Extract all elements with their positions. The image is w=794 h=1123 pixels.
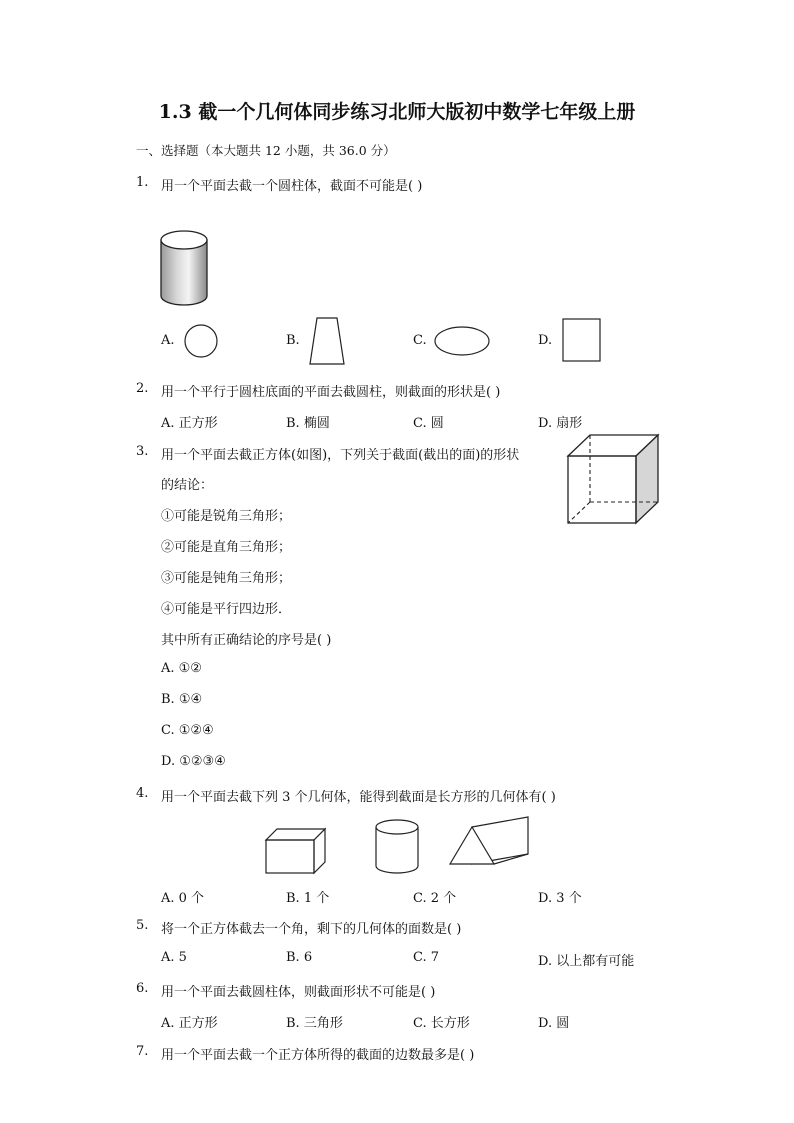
option-d[interactable]: D. 扇形 (538, 416, 583, 431)
option-b[interactable]: B. ①④ (161, 692, 203, 707)
question-text: 用一个平面去截一个正方体所得的截面的边数最多是( ) (161, 1048, 475, 1063)
option-c[interactable]: C. 圆 (413, 416, 444, 431)
option-b[interactable]: B. 椭圆 (286, 416, 330, 431)
cube-figure (566, 433, 662, 527)
rectangle-option-shape (562, 318, 602, 364)
option-d[interactable]: D. 以上都有可能 (538, 954, 635, 969)
option-c[interactable]: C. 7 (413, 950, 440, 965)
question-number: 4. (136, 786, 149, 801)
option-a[interactable]: A. 正方形 (161, 1016, 218, 1031)
option-a[interactable]: A. ①② (161, 661, 202, 676)
question-number: 1. (136, 175, 149, 190)
question-number: 2. (136, 381, 149, 396)
cylinder-figure-small (374, 818, 422, 876)
conclusion-item: ④可能是平行四边形． (161, 602, 292, 617)
question-text: 用一个平面去截圆柱体，则截面形状不可能是( ) (161, 985, 436, 1000)
question-number: 5. (136, 918, 149, 933)
option-c[interactable]: C. (413, 333, 427, 348)
option-b[interactable]: B. 1 个 (286, 891, 330, 906)
ellipse-option-shape (434, 325, 492, 357)
question-text: 用一个平行于圆柱底面的平面去截圆柱，则截面的形状是( ) (161, 385, 501, 400)
cylinder-figure (158, 228, 210, 310)
option-d[interactable]: D. 3 个 (538, 891, 582, 906)
option-c[interactable]: C. ①②④ (161, 723, 214, 738)
cuboid-figure (264, 826, 328, 876)
option-d[interactable]: D. ①②③④ (161, 754, 226, 769)
page-title: 1.3 截一个几何体同步练习北师大版初中数学七年级上册 (158, 101, 636, 123)
option-a[interactable]: A. 0 个 (161, 891, 205, 906)
question-text: 用一个平面去截一个圆柱体，截面不可能是( ) (161, 179, 423, 194)
question-number: 3. (136, 444, 149, 459)
conclusion-item: ①可能是锐角三角形； (161, 509, 292, 524)
conclusion-item: ②可能是直角三角形； (161, 540, 292, 555)
option-b[interactable]: B. 三角形 (286, 1016, 343, 1031)
question-text: 将一个正方体截去一个角，剩下的几何体的面数是( ) (161, 922, 462, 937)
trapezoid-option-shape (308, 317, 348, 367)
section-heading: 一、选择题（本大题共 12 小题，共 36.0 分） (136, 143, 396, 158)
option-d[interactable]: D. 圆 (538, 1016, 570, 1031)
question-number: 7. (136, 1044, 149, 1059)
option-c[interactable]: C. 2 个 (413, 891, 457, 906)
circle-option-shape (184, 324, 220, 360)
question-text-continued: 的结论： (161, 478, 214, 493)
question-text: 用一个平面去截下列 3 个几何体，能得到截面是长方形的几何体有( ) (161, 790, 556, 805)
question-number: 6. (136, 981, 149, 996)
triangular-prism-figure (448, 815, 532, 869)
option-a[interactable]: A. 5 (161, 950, 187, 965)
question-text: 用一个平面去截正方体(如图)，下列关于截面(截出的面)的形状 (161, 448, 520, 463)
option-a[interactable]: A. (161, 333, 175, 348)
conclusion-item: ③可能是钝角三角形； (161, 571, 292, 586)
option-c[interactable]: C. 长方形 (413, 1016, 470, 1031)
option-b[interactable]: B. (286, 333, 300, 348)
option-a[interactable]: A. 正方形 (161, 416, 218, 431)
question-prompt: 其中所有正确结论的序号是( ) (161, 633, 332, 648)
option-d[interactable]: D. (538, 333, 553, 348)
option-b[interactable]: B. 6 (286, 950, 313, 965)
